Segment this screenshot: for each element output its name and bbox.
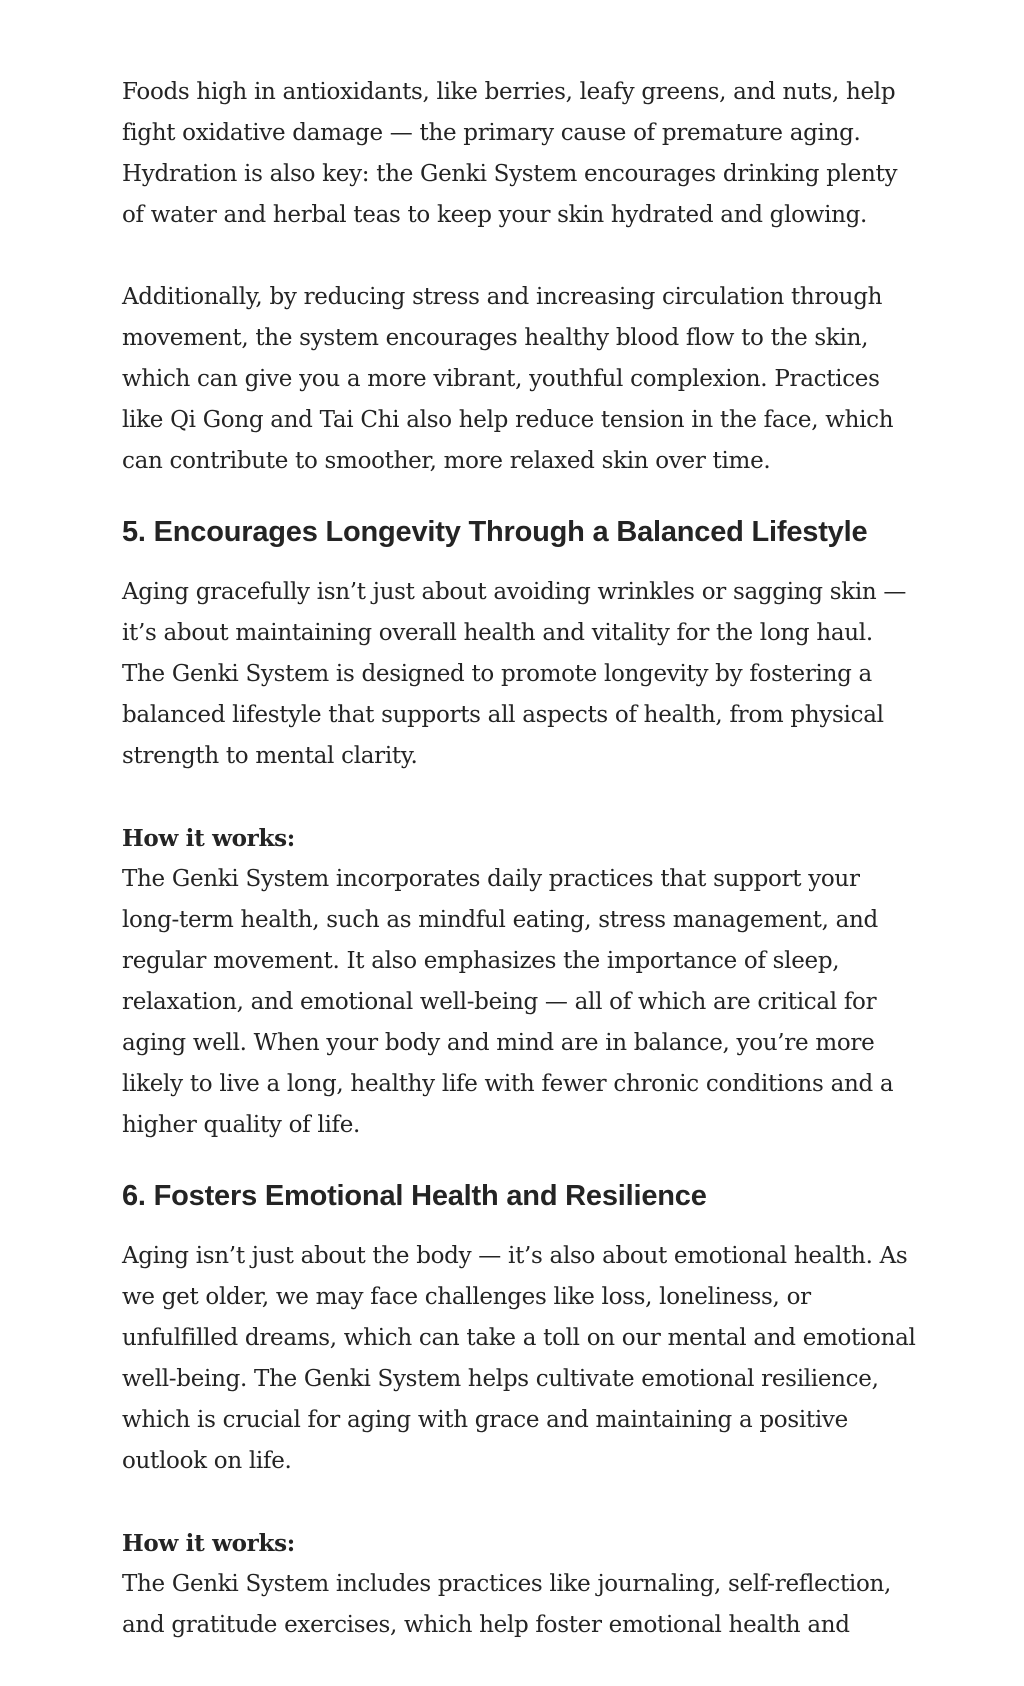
section-6-intro: Aging isn’t just about the body — it’s also about emotional health. As we get older, we may face challenges like loss, loneliness, or unfulfilled dreams, which can take a toll on our mental and emotional well-being. The Genki System helps cultivate emotional resilience, which is crucial for aging with grace and maintaining a positive outlook on life. [122,1243,916,1474]
section-5-intro: Aging gracefully isn’t just about avoiding wrinkles or sagging skin — it’s about maintaining overall health and vitality for the long haul. The Genki System is designed to promote longevity by fostering a balanced lifestyle that supports all aspects of health, from physical strength to mental clarity. [122,579,907,769]
paragraph-circulation: Additionally, by reducing stress and increasing circulation through movement, the system encourages healthy blood flow to the skin, which can give you a more vibrant, youthful complexion. Practices like Qi Gong and Tai Chi also help reduce tension in the face, which can contribute to smoother, more relaxed skin over time. [122,284,894,474]
section-6-heading: 6. Fosters Emotional Health and Resilience [122,1180,707,1212]
section-6-how-label: How it works: [122,1530,295,1557]
section-5-how-label: How it works: [122,825,295,852]
article-body [122,72,922,1646]
section-5-heading: 5. Encourages Longevity Through a Balanced Lifestyle [122,516,868,548]
section-6-how-text: The Genki System includes practices like journaling, self-reflection, and gratitude exercises, which help foster emotional health and [122,1571,892,1638]
section-5-how-text: The Genki System incorporates daily practices that support your long-term health, such as mindful eating, stress management, and regular movement. It also emphasizes the importance of sleep, relaxation, and emotional well-being — all of which are critical for aging well. When your body and mind are in balance, you’re more likely to live a long, healthy life with fewer chronic conditions and a higher quality of life. [122,866,894,1138]
paragraph-antioxidants: Foods high in antioxidants, like berries, leafy greens, and nuts, help fight oxidative damage — the primary cause of premature aging. Hydration is also key: the Genki System encourages drinking plenty of water and herbal teas to keep your skin hydrated and glowing. [122,79,898,228]
